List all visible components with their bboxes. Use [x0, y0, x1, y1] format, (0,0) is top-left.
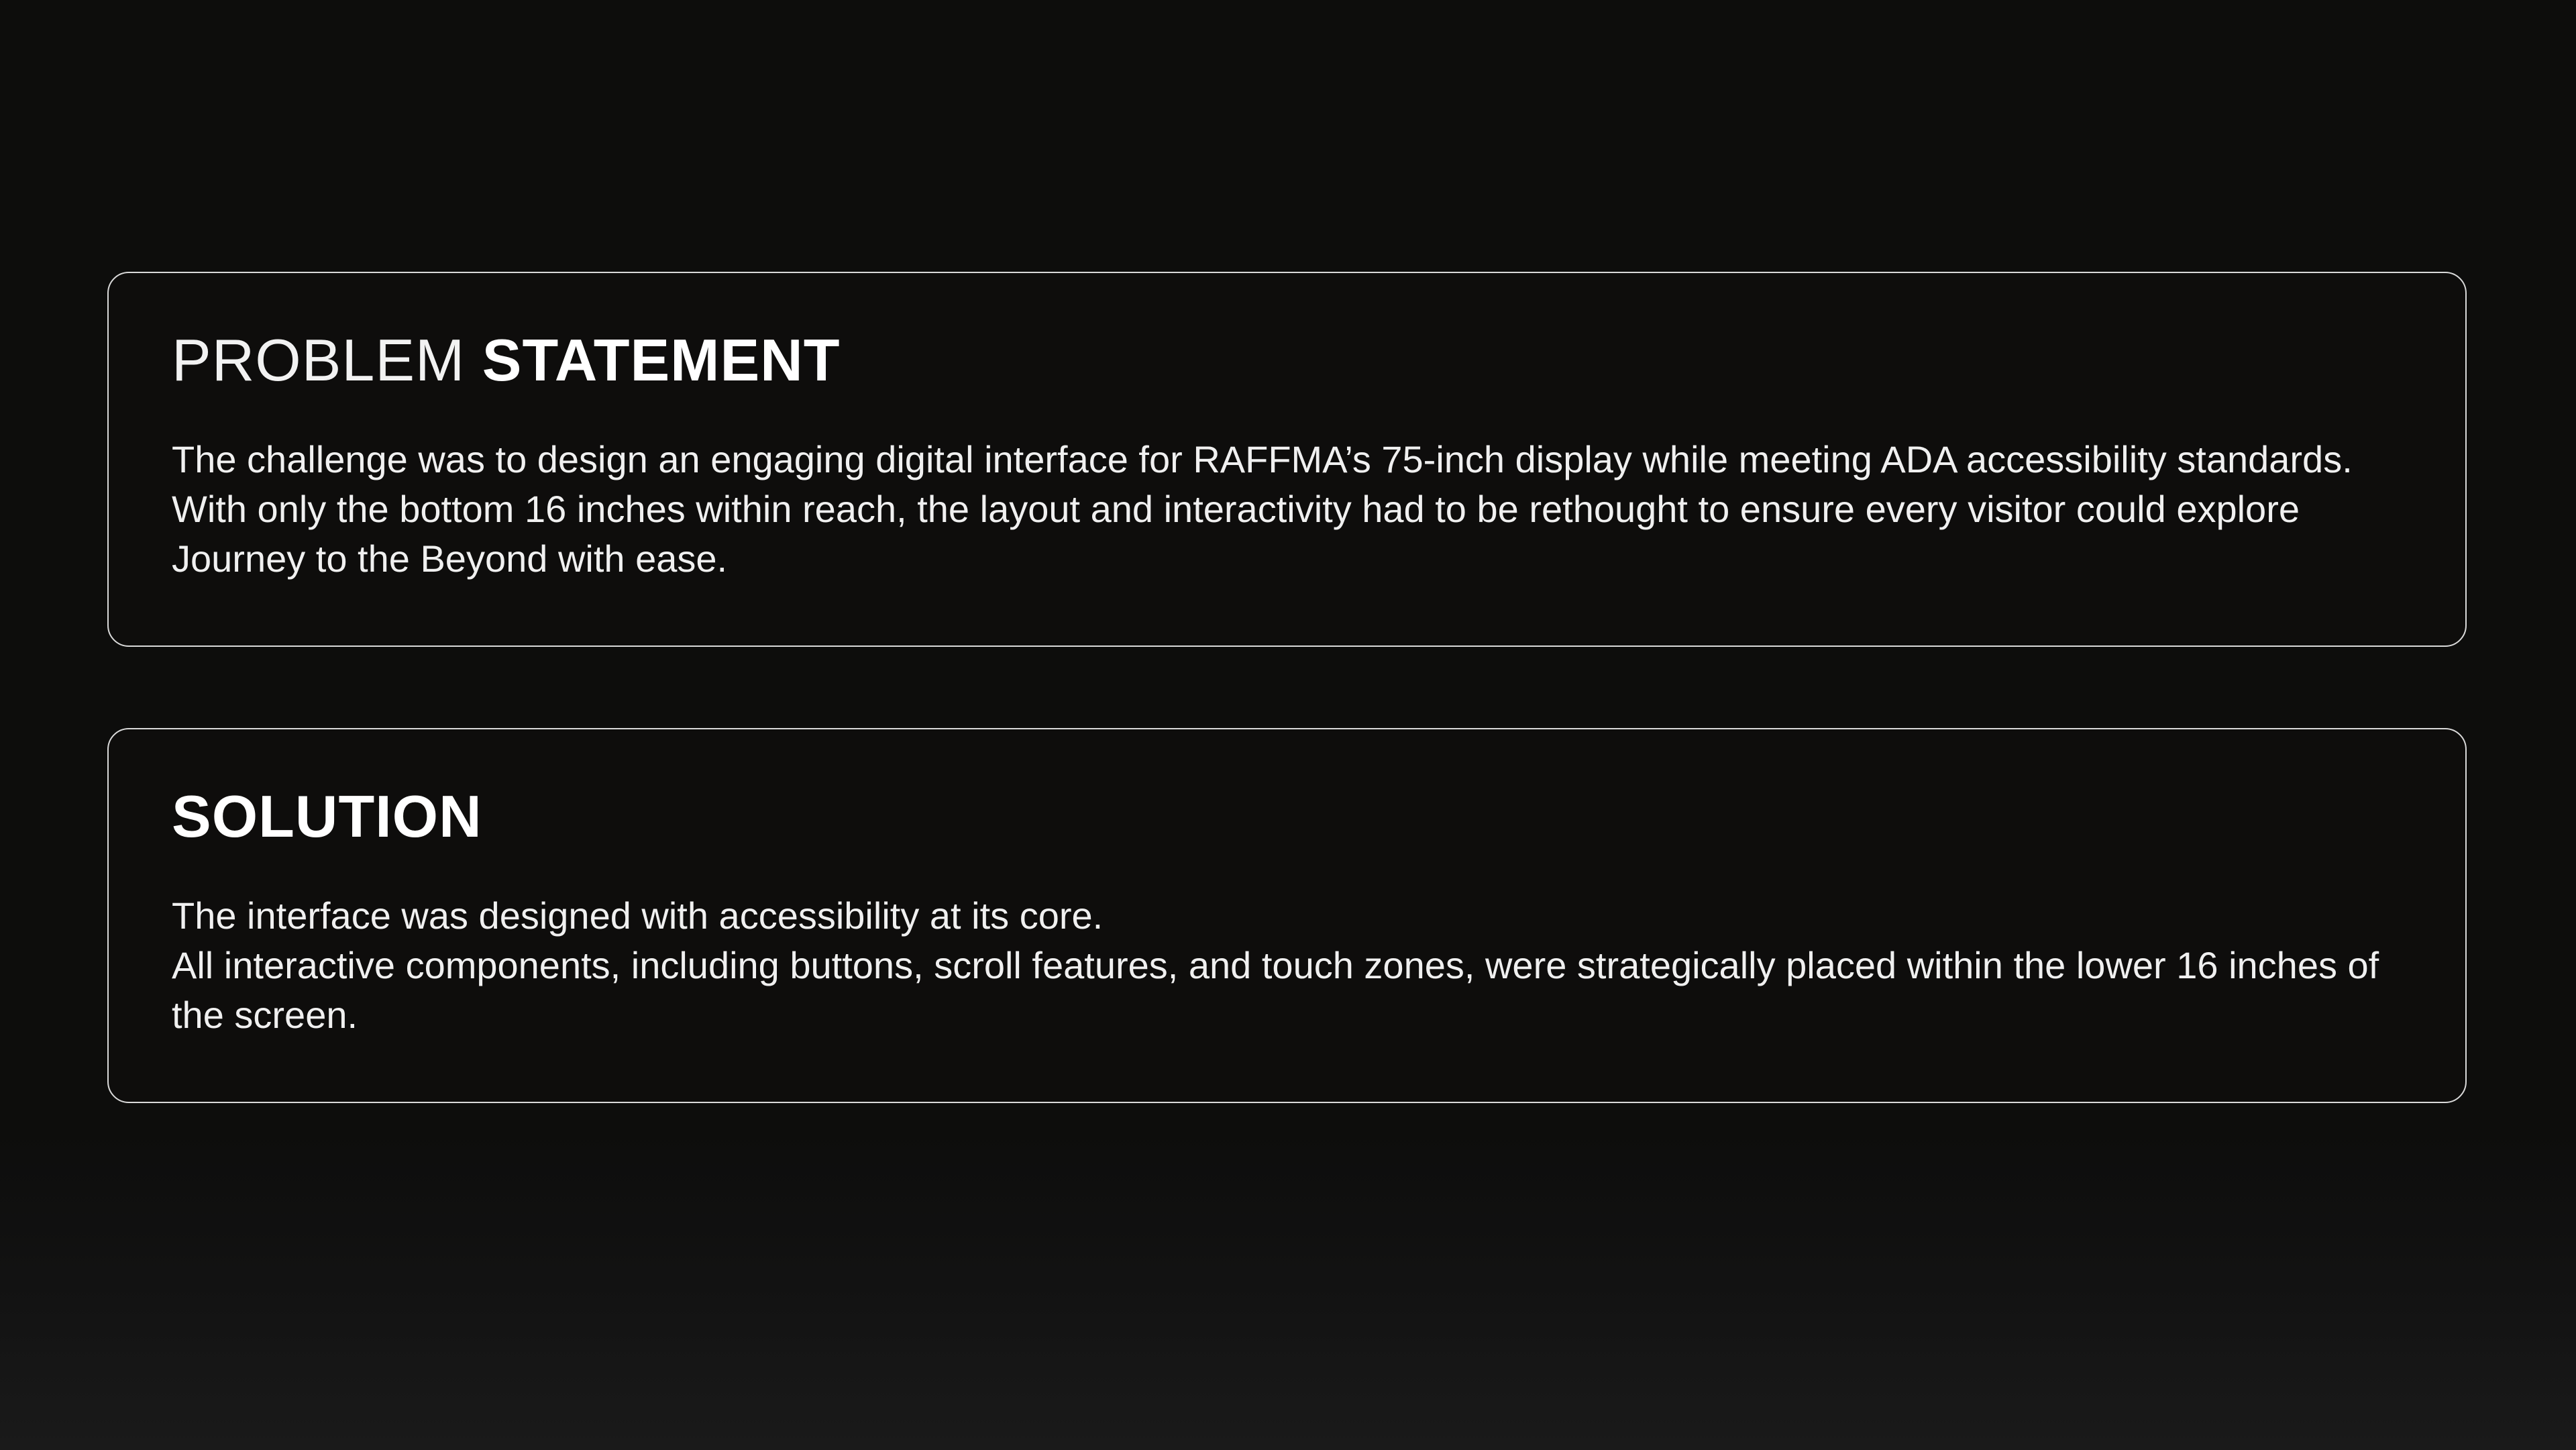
problem-statement-text: The challenge was to design an engaging digital interface for RAFFMA’s 75-inch display while meeting ADA accessibility standards. With only the bottom 16 inches within reach, the layout and interactivity had to be rethought to ensure every visitor could explore Journey to the Beyond with ease.: [172, 437, 2353, 580]
solution-title: [172, 784, 2402, 849]
solution-title-text: SOLUTION: [172, 783, 482, 849]
solution-text-line-2: All interactive components, including buttons, scroll features, and touch zones, were strategically placed within the lower 16 inches of the screen.: [172, 943, 2379, 1036]
problem-statement-title: [172, 328, 2402, 393]
solution-card: [107, 728, 2467, 1103]
solution-body: [172, 891, 2402, 1040]
problem-statement-body: [172, 435, 2402, 584]
solution-text-line-1: The interface was designed with accessibility at its core.: [172, 894, 1104, 937]
problem-title-light: PROBLEM: [172, 327, 482, 393]
problem-title-bold: STATEMENT: [482, 327, 841, 393]
problem-statement-card: [107, 272, 2467, 647]
